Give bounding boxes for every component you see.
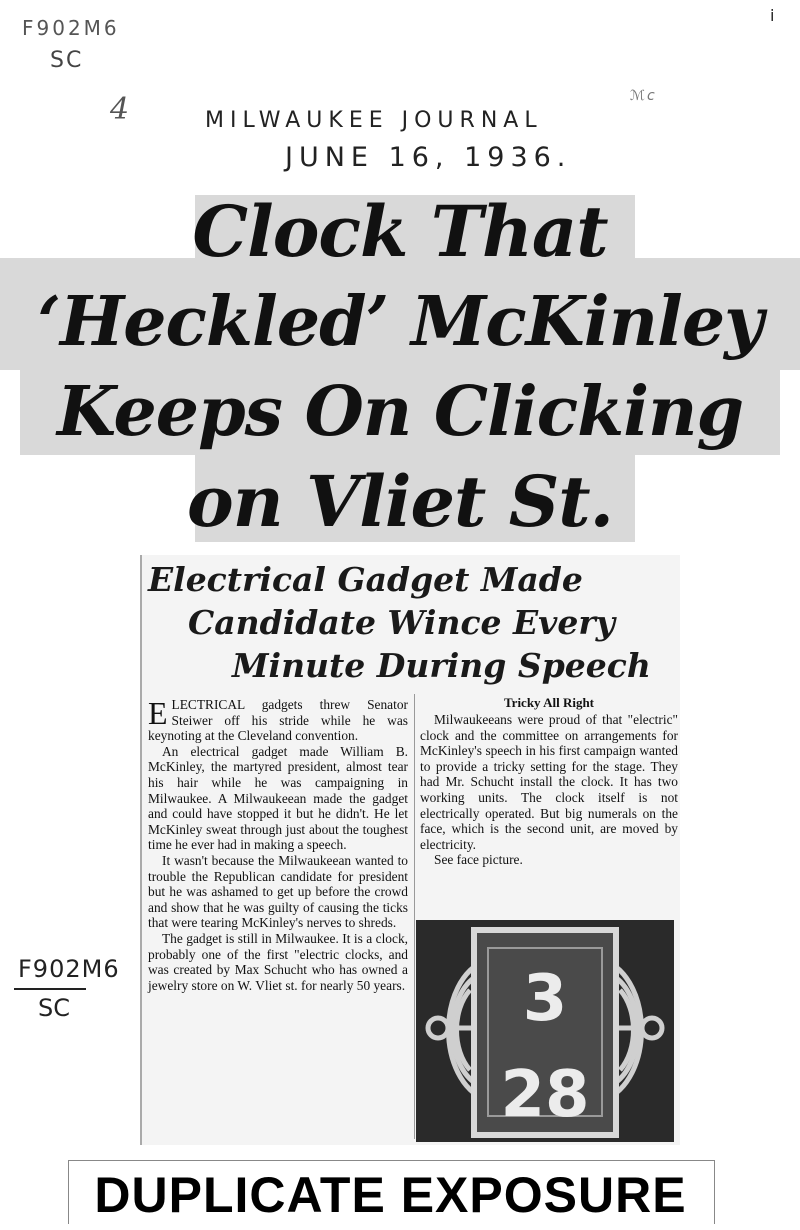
clock-face-illustration: [416, 920, 674, 1142]
subhead: Tricky All Right: [503, 695, 595, 710]
column-1-paragraph-4: The gadget is still in Milwaukee. It is a clock, probably one of the first "electric clocks, and was created by Max Schucht who has owned a jewelry store on W. Vliet st. for nearly 50 years.: [148, 930, 408, 993]
side-file-code-suffix: SC: [38, 994, 70, 1022]
headline-line-4: on Vliet St.: [187, 460, 613, 543]
column-rule: [414, 694, 415, 1139]
headline-line-3: Keeps On Clicking: [56, 372, 744, 452]
file-code-annotation: F902M6: [22, 16, 120, 40]
tick-mark: ⅰ: [770, 6, 777, 25]
clock-minute-digits: 28: [500, 1058, 590, 1132]
headline-line-1: Clock That: [192, 190, 608, 273]
column-2-paragraph-1: Milwaukeeans were proud of that "electric" clock and the committee on arrangements for McKinley's speech in his first campaign wanted to provide a tricky setting for the stage. They had Mr. Schucht install the clock. It has two working units. The clock itself is not electrically operated. But big numerals on the face, which is the second unit, are moved by electricity.: [420, 712, 678, 852]
headline-line-2: ‘Heckled’ McKinley: [37, 282, 763, 362]
duplicate-exposure-stamp: DUPLICATE EXPOSURE: [94, 1167, 687, 1223]
source-date: JUNE 16, 1936.: [285, 142, 572, 173]
column-1-paragraph-3: It wasn't because the Milwaukeean wanted to trouble the Republican candidate for president but he was ashamed to get up before the crowd and show that he was guilty of causing the ticks that were tearing McKinley's nerves to shreds.: [148, 852, 408, 931]
initials-annotation: ℳc: [630, 88, 657, 104]
column-1-paragraph-1: LECTRICAL gadgets threw Senator Steiwer off his stride while he was keynoting at the Cleveland convention.: [148, 697, 408, 744]
column-2-paragraph-2: See face picture.: [434, 852, 523, 868]
source-publication: MILWAUKEE JOURNAL: [205, 108, 543, 133]
deck-line-1: Electrical Gadget Made: [148, 560, 583, 599]
article-edge: [140, 555, 142, 1145]
file-code-suffix: SC: [50, 48, 84, 73]
page-number-annotation: 4: [110, 92, 132, 127]
side-code-divider: [14, 988, 86, 990]
article-column-2: [420, 712, 678, 868]
deck-line-2: Candidate Wince Every: [188, 603, 615, 642]
column-1-paragraph-2: An electrical gadget made William B. McKinley, the martyred president, almost tear his hair while he was campaigning in Milwaukee. A Milwaukeean made the gadget and could have stopped it but he didn't. He let McKinley sweat through just about the toughest time he ever had in making a speech.: [148, 743, 408, 853]
deck-line-3: Minute During Speech: [232, 646, 651, 685]
side-file-code: F902M6: [18, 955, 120, 983]
clock-hour-digit: 3: [522, 962, 568, 1036]
clock-face-photo: [416, 920, 674, 1142]
drop-cap: E: [148, 695, 168, 731]
article-column-1: [148, 697, 408, 993]
